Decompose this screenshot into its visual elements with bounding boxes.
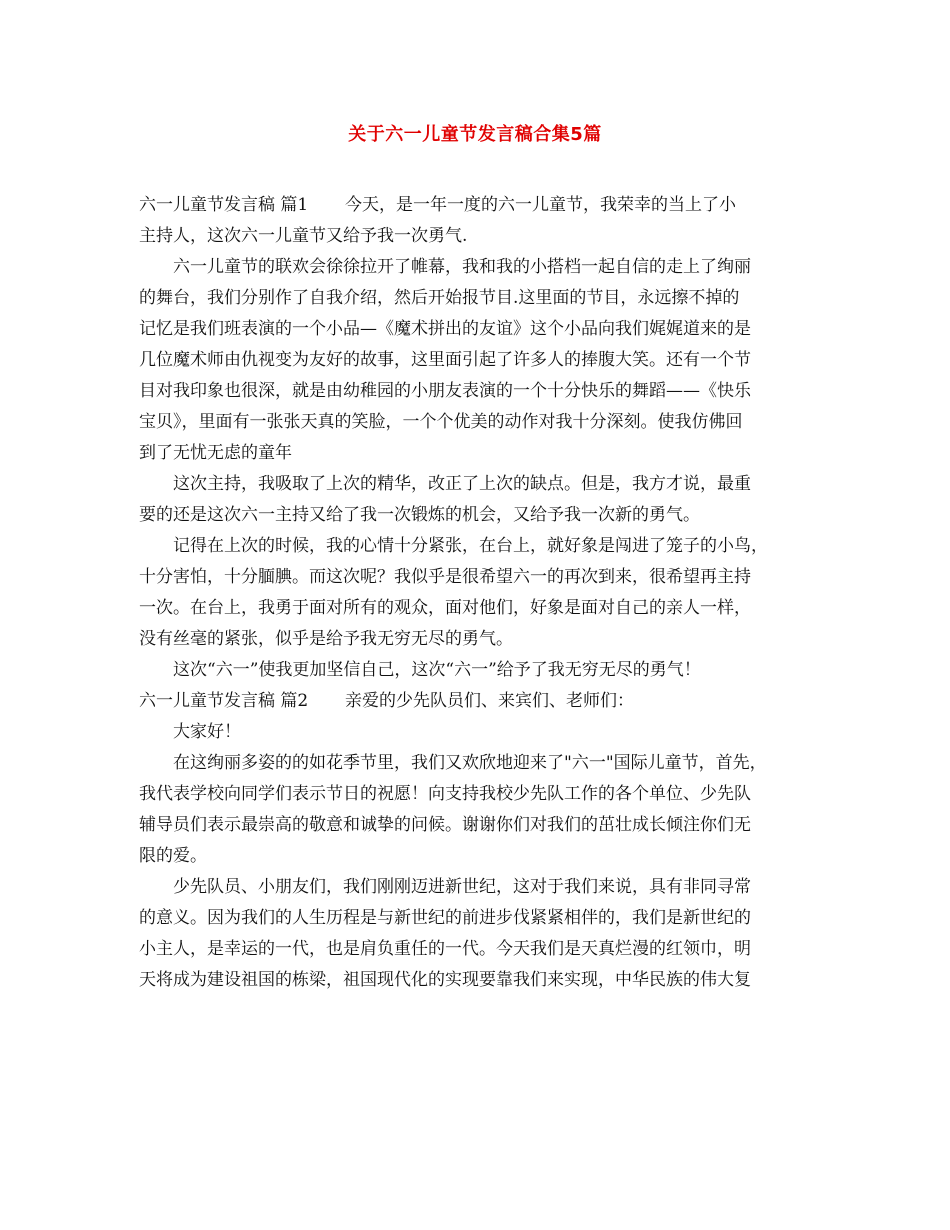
section1-heading-line (139, 190, 819, 221)
text-line: 到了无忧无虑的童年 (139, 443, 292, 463)
text-line: 要的还是这次六一主持又给了我一次锻炼的机会，又给予我一次新的勇气。 (139, 505, 700, 525)
section2-paragraph-2 (139, 872, 819, 996)
text-line: 辅导员们表示最崇高的敬意和诚挚的问候。谢谢你们对我们的茁壮成长倾注你们无 (139, 815, 751, 835)
text-line: 记得在上次的时候，我的心情十分紧张，在台上，就好象是闯进了笼子的小鸟， (173, 536, 768, 556)
section1-paragraph-2 (139, 469, 819, 531)
text-line: 十分害怕，十分腼腆。而这次呢？我似乎是很希望六一的再次到来，很希望再主持 (139, 567, 751, 587)
text-line: 我代表学校向同学们表示节日的祝愿！向支持我校少先队工作的各个单位、少先队 (139, 784, 751, 804)
text-line: 几位魔术师由仇视变为友好的故事，这里面引起了许多人的捧腹大笑。还有一个节 (139, 350, 751, 370)
section1-intro-line1: 今天，是一年一度的六一儿童节，我荣幸的当上了小 (345, 195, 736, 215)
section2-greeting: 大家好！ (173, 722, 241, 742)
section1-label: 六一儿童节发言稿 篇1 (139, 195, 309, 215)
document-title: 关于六一儿童节发言稿合集5篇 (348, 124, 602, 145)
text-line: 在这绚丽多姿的的如花季节里，我们又欢欣地迎来了"六一"国际儿童节，首先， (173, 753, 767, 773)
text-line: 天将成为建设祖国的栋梁，祖国现代化的实现要靠我们来实现，中华民族的伟大复 (139, 970, 751, 990)
text-line: 目对我印象也很深，就是由幼稚园的小朋友表演的一个十分快乐的舞蹈——《快乐 (139, 381, 751, 401)
section2-paragraph-1 (139, 748, 819, 872)
document-body (139, 190, 819, 996)
section2-heading-line (139, 686, 819, 717)
section2-label: 六一儿童节发言稿 篇2 (139, 691, 309, 711)
text-line: 限的爱。 (139, 846, 207, 866)
text-line: 少先队员、小朋友们，我们刚刚迈进新世纪，这对于我们来说，具有非同寻常 (173, 877, 751, 897)
section1-intro-line2: 主持人，这次六一儿童节又给予我一次勇气. (139, 226, 468, 246)
section1-paragraph-4: 这次“六一”使我更加坚信自己，这次“六一”给予了我无穷无尽的勇气！ (173, 660, 701, 680)
text-line: 没有丝毫的紧张，似乎是给予我无穷无尽的勇气。 (139, 629, 513, 649)
text-line: 记忆是我们班表演的一个小品—《魔术拼出的友谊》这个小品向我们娓娓道来的是 (139, 319, 751, 339)
text-line: 的意义。因为我们的人生历程是与新世纪的前进步伐紧紧相伴的，我们是新世纪的 (139, 908, 751, 928)
text-line: 这次主持，我吸取了上次的精华，改正了上次的缺点。但是，我方才说，最重 (173, 474, 751, 494)
text-line: 小主人，是幸运的一代，也是肩负重任的一代。今天我们是天真烂漫的红领巾，明 (139, 939, 751, 959)
text-line: 的舞台，我们分别作了自我介绍，然后开始报节目.这里面的节目，永远擦不掉的 (139, 288, 740, 308)
section1-paragraph-3 (139, 531, 819, 655)
section1-paragraph-1 (139, 252, 819, 469)
text-line: 宝贝》，里面有一张张天真的笑脸，一个个优美的动作对我十分深刻。使我仿佛回 (139, 412, 743, 432)
section2-intro-line1: 亲爱的少先队员们、来宾们、老师们： (345, 691, 634, 711)
text-line: 六一儿童节的联欢会徐徐拉开了帷幕，我和我的小搭档一起自信的走上了绚丽 (173, 257, 751, 277)
text-line: 一次。在台上，我勇于面对所有的观众，面对他们，好象是面对自己的亲人一样， (139, 598, 751, 618)
